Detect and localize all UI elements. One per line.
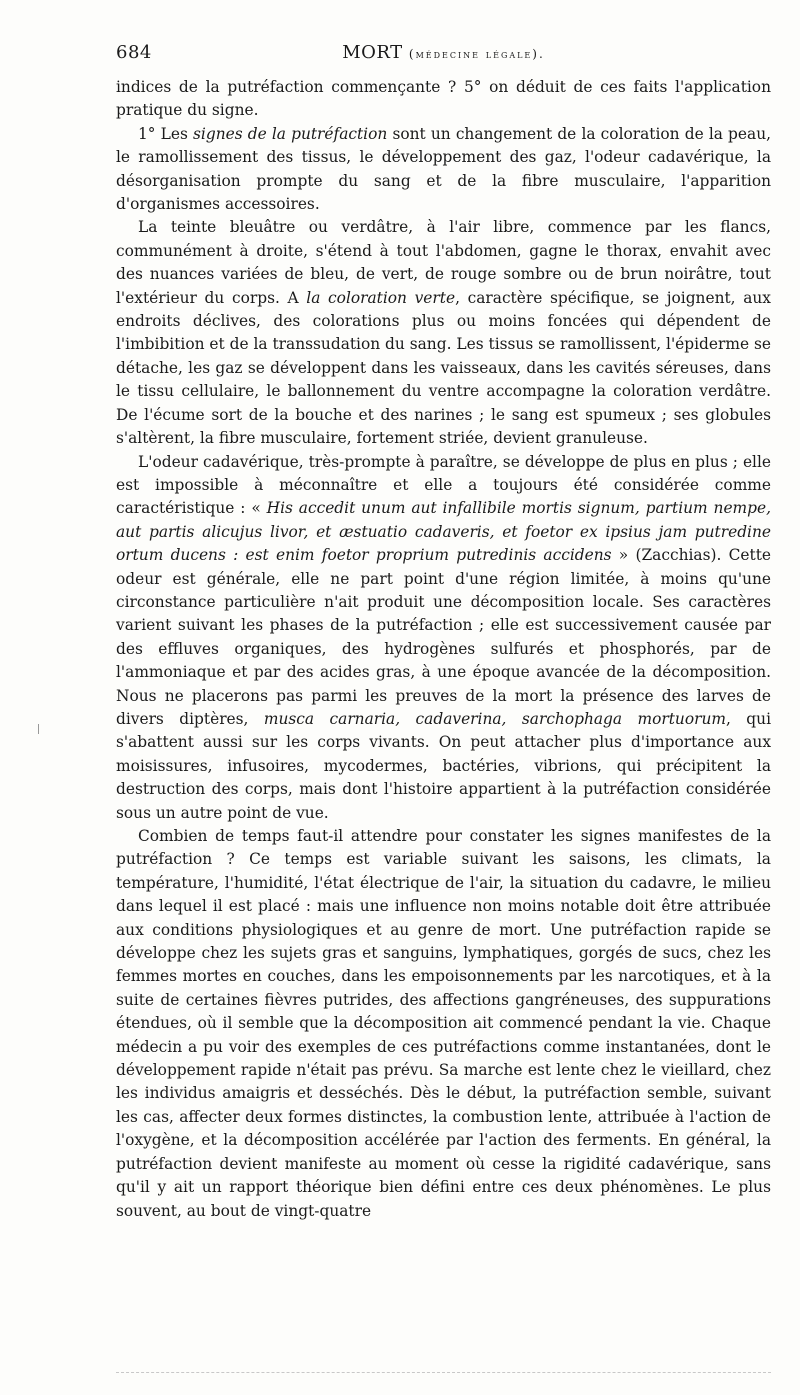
bottom-scan-artifact (116, 1372, 771, 1373)
running-title (226, 42, 771, 63)
italic-run: la coloration verte (306, 288, 456, 307)
text-run: L'odeur cadavérique, très-prompte à paraître, se développe de plus en plus ; elle est impossible à méconnaître et elle a toujours été considérée comme caractéristique : « (116, 452, 771, 518)
paragraph-odor (116, 451, 771, 826)
paragraph-signs (116, 123, 771, 217)
text-run: sont un changement de la coloration de la peau, le ramollissement des tissus, le développement des gaz, l'odeur cadavérique, la désorganisation prompte du sang et de la fibre musculaire, l'apparition d'organismes accessoires. (116, 124, 772, 214)
running-title-subtitle: (médecine légale). (408, 47, 545, 61)
body-text (116, 76, 771, 1223)
running-head (116, 42, 771, 76)
text-run: indices de la putréfaction commençante ? 5° on déduit de ces faits l'application pratique du signe. (116, 78, 771, 120)
running-title-main: MORT (342, 42, 403, 63)
text-run: , qui s'abattent aussi sur les corps vivants. On peut attacher plus d'importance aux moisissures, infusoires, mycodermes, bactéries, vibrions, qui précipitent la destruction des corps, mais dont l'histoire appartient à la putréfaction considérée sous un autre point de vue. (116, 709, 771, 822)
italic-run: His accedit unum aut infallibile mortis signum, partium nempe, aut partis alicujus livor, et æstuatio cadaveris, et foetor ex ipsius jam putredine ortum ducens : est enim foetor proprium putredinis accidens (116, 499, 771, 565)
text-run: La teinte bleuâtre ou verdâtre, à l'air libre, commence par les flancs, communément à droite, s'étend à tout l'abdomen, gagne le thorax, envahit avec des nuances variées de bleu, de vert, de rouge sombre ou de brun noirâtre, tout l'extérieur du corps. A (116, 218, 771, 307)
text-run: 1° Les (138, 124, 194, 143)
paragraph-intro (116, 76, 771, 123)
document-page (116, 42, 771, 1223)
paragraph-timing (116, 825, 771, 1223)
paragraph-coloration (116, 216, 771, 450)
italic-run: signes de la putréfaction (193, 124, 388, 143)
text-run: » (Zacchias). Cette odeur est générale, elle ne part point d'une région limitée, à moins qu'une circonstance particulière n'ait produit une décomposition locale. Ses caractères varient suivant les phases de la putréfaction ; elle est successivement causée par des effluves organiques, des hydrogènes sulfurés et phosphorés, par de l'ammoniaque et par des acides gras, à une époque avancée de la décomposition. Nous ne placerons pas parmi les preuves de la mort la présence des larves de divers diptères, (116, 546, 771, 728)
margin-mark (38, 724, 39, 734)
italic-run: musca carnaria, cadaverina, sarchophaga mortuorum (263, 709, 726, 728)
page-number: 684 (116, 42, 152, 63)
text-run: Combien de temps faut-il attendre pour constater les signes manifestes de la putréfaction ? Ce temps est variable suivant les saisons, les climats, la température, l'humidité, l'état électrique de l'air, la situation du cadavre, le milieu dans lequel il est placé : mais une influence non moins notable doit être attribuée aux conditions physiologiques et au genre de mort. Une putréfaction rapide se développe chez les sujets gras et sanguins, lymphatiques, gorgés de sucs, chez les femmes mortes en couches, dans les empoisonnements par les narcotiques, et à la suite de certaines fièvres putrides, des affections gangréneuses, des suppurations étendues, où il semble que la décomposition ait commencé pendant la vie. Chaque médecin a pu voir des exemples de ces putréfactions comme instantanées, dont le développement rapide n'était pas prévu. Sa marche est lente chez le vieillard, chez les individus amaigris et desséchés. Dès le début, la putréfaction semble, suivant les cas, affecter deux formes distinctes, la combustion lente, attribuée à l'action de l'oxygène, et la décomposition accélérée par l'action des ferments. En général, la putréfaction devient manifeste au moment où cesse la rigidité cadavérique, sans qu'il y ait un rapport théorique bien défini entre ces deux phénomènes. Le plus souvent, au bout de vingt-quatre (116, 827, 771, 1220)
text-run: , caractère spécifique, se joignent, aux endroits déclives, des colorations plus ou moins foncées qui dépendent de l'imbibition et de la transsudation du sang. Les tissus se ramollissent, l'épiderme se détache, les gaz se développent dans les vaisseaux, dans les cavités séreuses, dans le tissu cellulaire, le ballonnement du ventre accompagne la coloration verdâtre. De l'écume sort de la bouche et des narines ; le sang est spumeux ; ses globules s'altèrent, la fibre musculaire, fortement striée, devient granuleuse. (116, 288, 771, 448)
